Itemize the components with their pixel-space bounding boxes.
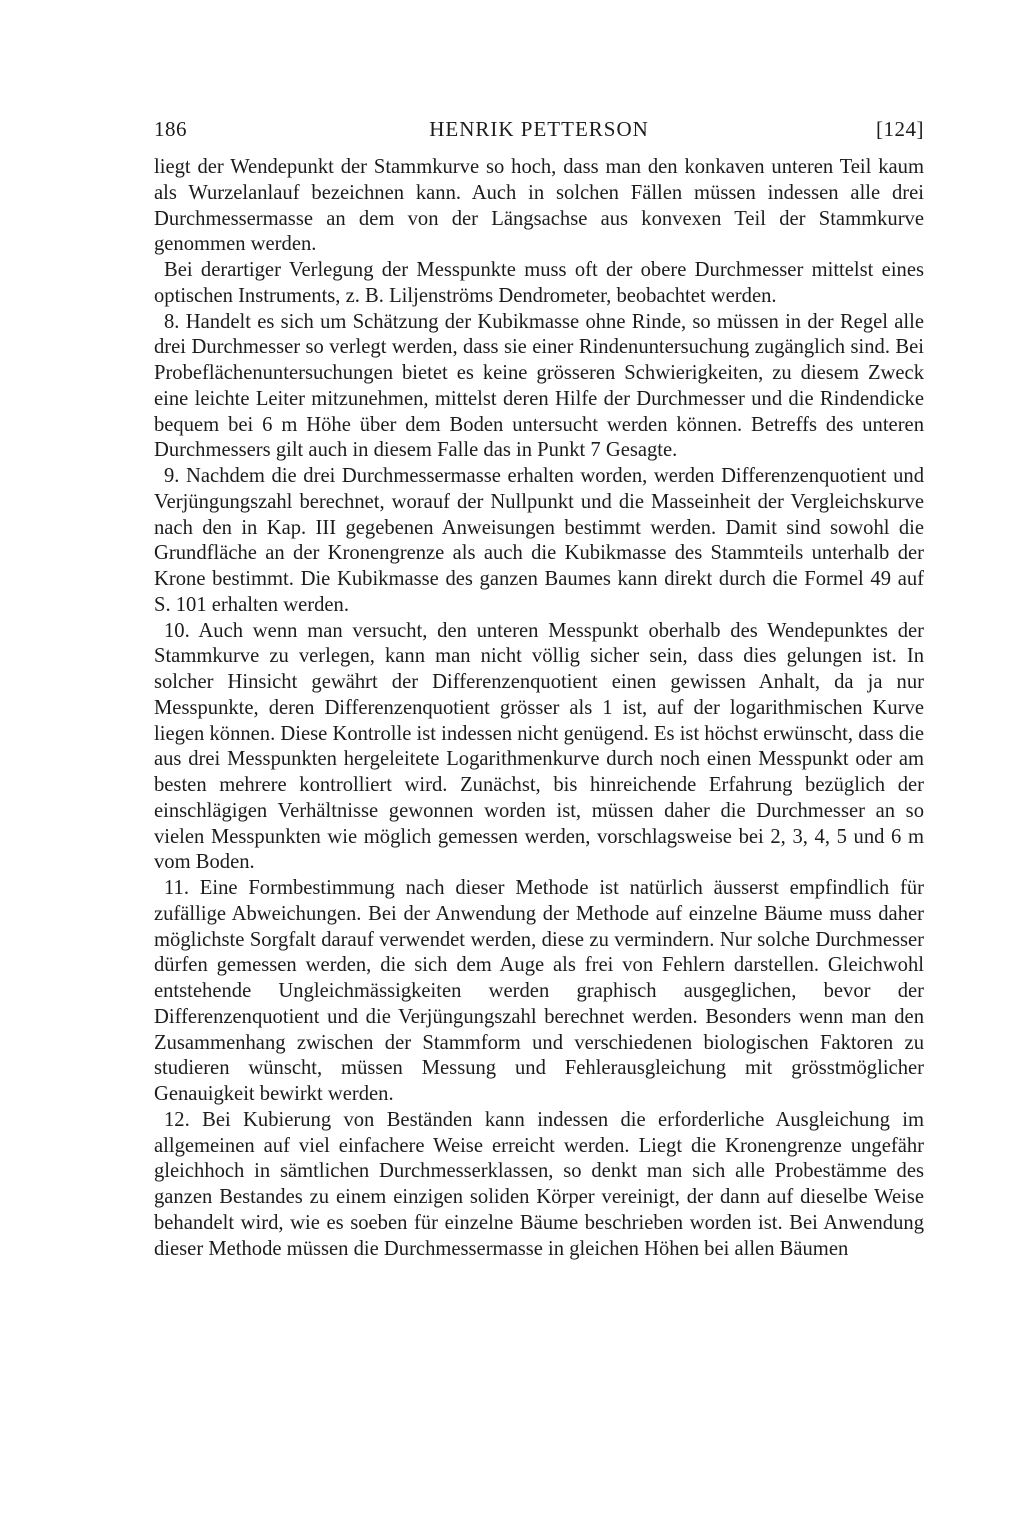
paragraph-continuation: liegt der Wendepunkt der Stammkurve so hoch, dass man den konkaven unteren Teil kaum als Wurzelanlauf bezeichnen kann. Auch in solchen Fällen müssen indessen alle drei Durchmessermasse an dem von der Längsachse aus konvexen Teil der Stammkurve genommen werden. xyxy=(154,156,924,256)
body-text xyxy=(154,155,924,1262)
paragraph-8: 8. Handelt es sich um Schätzung der Kubikmasse ohne Rinde, so müssen in der Regel alle drei Durchmesser so verlegt werden, dass sie einer Rindenuntersuchung zugänglich sind. Bei Probeflächenuntersuchungen bietet es keine grösseren Schwierigkeiten, zu diesem Zweck eine leichte Leiter mitzunehmen, mittelst deren Hilfe der Durchmesser und die Rindendicke bequem bei 6 m Höhe über dem Boden untersucht werden können. Betreffs des unteren Durchmessers gilt auch in diesem Falle das in Punkt 7 Gesagte. xyxy=(154,310,924,462)
page-number: 186 xyxy=(154,117,187,141)
section-number: [124] xyxy=(876,117,924,141)
running-title: HENRIK PETTERSON xyxy=(429,117,649,141)
running-header xyxy=(154,112,924,146)
paragraph-9: 9. Nachdem die drei Durchmessermasse erhalten worden, werden Differenzenquotient und Verjüngungszahl berechnet, worauf der Nullpunkt und die Masseinheit der Vergleichskurve nach den in Kap. III gegebenen Anweisungen bestimmt werden. Damit sind sowohl die Grundfläche an der Kronengrenze als auch die Kubikmasse des Stammteils unterhalb der Krone bestimmt. Die Kubikmasse des ganzen Baumes kann direkt durch die Formel 49 auf S. 101 erhalten werden. xyxy=(154,465,924,616)
paragraph: Bei derartiger Verlegung der Messpunkte muss oft der obere Durchmesser mittelst eines optischen Instruments, z. B. Liljenströms Dendrometer, beobachtet werden. xyxy=(154,259,924,307)
paragraph-10: 10. Auch wenn man versucht, den unteren Messpunkt oberhalb des Wendepunktes der Stammkurve zu verlegen, kann man nicht völlig sicher sein, dass dies gelungen ist. In solcher Hinsicht gewährt der Differenzenquotient einen gewissen Anhalt, da ja nur Messpunkte, deren Differenzenquotient grösser als 1 ist, auf der logarithmischen Kurve liegen können. Diese Kontrolle ist indessen nicht genügend. Es ist höchst erwünscht, dass die aus drei Messpunkten hergeleitete Logarithmenkurve durch noch einen Messpunkt oder am besten mehrere kontrolliert wird. Zunächst, bis hinreichende Erfahrung bezüglich der einschlägigen Verhältnisse gewonnen worden ist, müssen daher die Durchmesser an so vielen Messpunkten wie möglich gemessen werden, vorschlagsweise bei 2, 3, 4, 5 und 6 m vom Boden. xyxy=(154,619,924,874)
book-page xyxy=(154,112,924,1262)
paragraph-11: 11. Eine Formbestimmung nach dieser Methode ist natürlich äusserst empfindlich für zufällige Abweichungen. Bei der Anwendung der Methode auf einzelne Bäume muss daher möglichste Sorgfalt darauf verwendet werden, diese zu vermindern. Nur solche Durchmesser dürfen gemessen werden, die sich dem Auge als frei von Fehlern darstellen. Gleichwohl entstehende Ungleichmässigkeiten werden graphisch ausgeglichen, bevor der Differenzenquotient und die Verjüngungszahl berechnet werden. Besonders wenn man den Zusammenhang zwischen der Stammform und verschiedenen biologischen Faktoren zu studieren wünscht, müssen Messung und Fehlerausgleichung mit grösstmöglicher Genauigkeit bewirkt werden. xyxy=(154,877,924,1105)
paragraph-12: 12. Bei Kubierung von Beständen kann indessen die erforderliche Ausgleichung im allgemeinen auf viel einfachere Weise erreicht werden. Liegt die Kronengrenze ungefähr gleichhoch in sämtlichen Durchmesserklassen, so denkt man sich alle Probestämme des ganzen Bestandes zu einem einzigen soliden Körper vereinigt, der dann auf dieselbe Weise behandelt wird, wie es soeben für einzelne Bäume beschrieben worden ist. Bei Anwendung dieser Methode müssen die Durchmessermasse in gleichen Höhen bei allen Bäumen xyxy=(154,1108,924,1260)
